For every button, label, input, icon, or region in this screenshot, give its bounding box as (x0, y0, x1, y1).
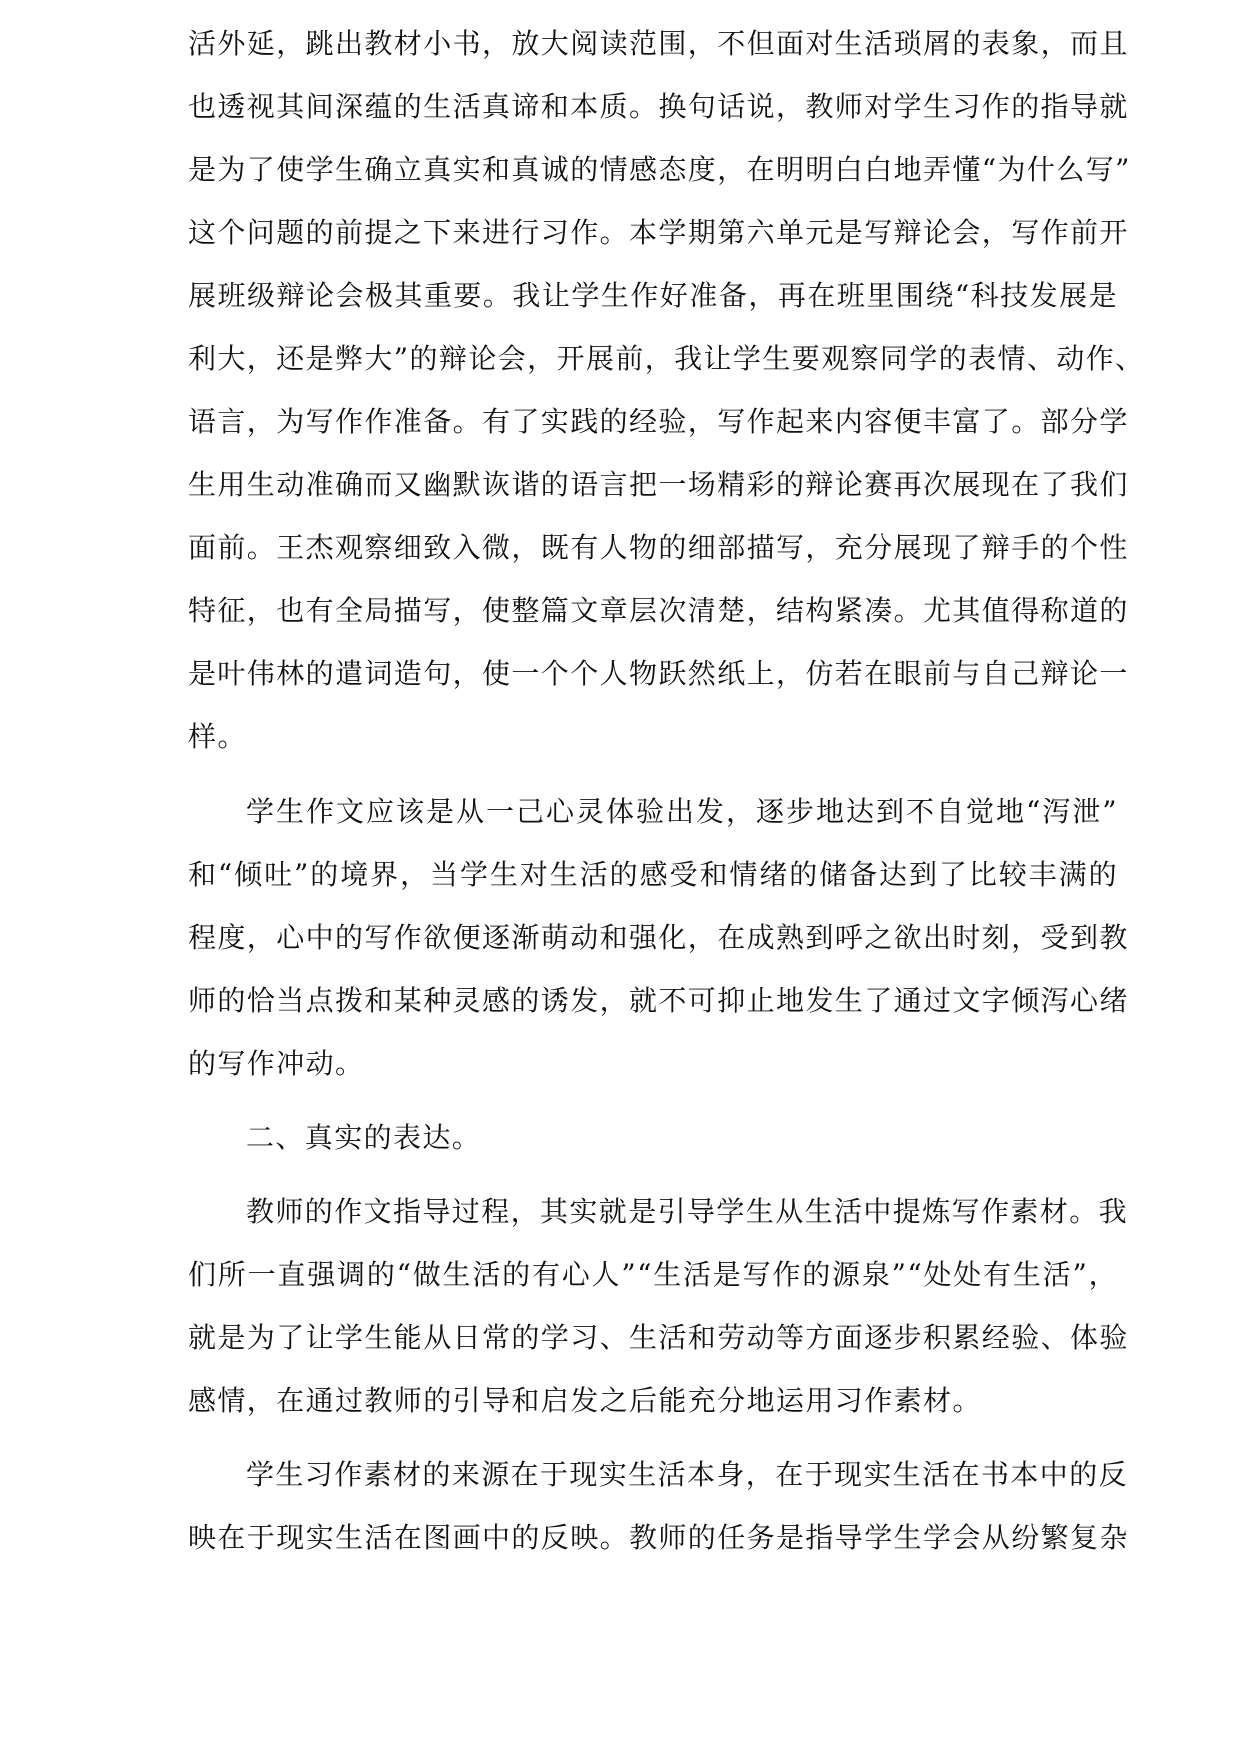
text-line: 师的恰当点拨和某种灵感的诱发，就不可抑止地发生了通过文字倾泻心绪 (188, 984, 1129, 1017)
text-line: 们所一直强调的“做生活的有心人”“生活是写作的源泉”“处处有生活”， (188, 1258, 1118, 1291)
paragraph-first-line: 学生习作素材的来源在于现实生活本身，在于现实生活在书本中的反 (246, 1458, 1129, 1491)
section-heading: 二、真实的表达。 (246, 1121, 482, 1154)
text-line: 利大，还是弊大”的辩论会，开展前，我让学生要观察同学的表情、动作、 (188, 342, 1145, 375)
text-line: 生用生动准确而又幽默诙谐的语言把一场精彩的辩论赛再次展现在了我们 (188, 468, 1129, 501)
text-line: 是叶伟林的遣词造句，使一个个人物跃然纸上，仿若在眼前与自己辩论一 (188, 657, 1129, 690)
text-line: 程度，心中的写作欲便逐渐萌动和强化，在成熟到呼之欲出时刻，受到教 (188, 921, 1129, 954)
text-line: 映在于现实生活在图画中的反映。教师的任务是指导学生学会从纷繁复杂 (188, 1521, 1129, 1554)
paragraph-first-line: 教师的作文指导过程，其实就是引导学生从生活中提炼写作素材。我 (246, 1195, 1129, 1228)
text-line: 这个问题的前提之下来进行习作。本学期第六单元是写辩论会，写作前开 (188, 216, 1129, 249)
text-line: 和“倾吐”的境界，当学生对生活的感受和情绪的储备达到了比较丰满的 (188, 858, 1118, 891)
text-line: 是为了使学生确立真实和真诚的情感态度，在明明白白地弄懂“为什么写” (188, 153, 1131, 186)
text-line: 展班级辩论会极其重要。我让学生作好准备，再在班里围绕“科技发展是 (188, 279, 1118, 312)
text-line: 特征，也有全局描写，使整篇文章层次清楚，结构紧凑。尤其值得称道的 (188, 594, 1129, 627)
text-line: 活外延，跳出教材小书，放大阅读范围，不但面对生活琐屑的表象，而且 (188, 27, 1129, 60)
text-line: 语言，为写作作准备。有了实践的经验，写作起来内容便丰富了。部分学 (188, 405, 1129, 438)
text-line: 样。 (188, 720, 247, 753)
text-line: 就是为了让学生能从日常的学习、生活和劳动等方面逐步积累经验、体验 (188, 1321, 1129, 1354)
text-line: 面前。王杰观察细致入微，既有人物的细部描写，充分展现了辩手的个性 (188, 531, 1129, 564)
text-line: 也透视其间深蕴的生活真谛和本质。换句话说，教师对学生习作的指导就 (188, 90, 1129, 123)
text-line: 感情，在通过教师的引导和启发之后能充分地运用习作素材。 (188, 1384, 982, 1417)
text-line: 的写作冲动。 (188, 1047, 365, 1080)
paragraph-first-line: 学生作文应该是从一己心灵体验出发，逐步地达到不自觉地“泻泄” (246, 795, 1118, 828)
